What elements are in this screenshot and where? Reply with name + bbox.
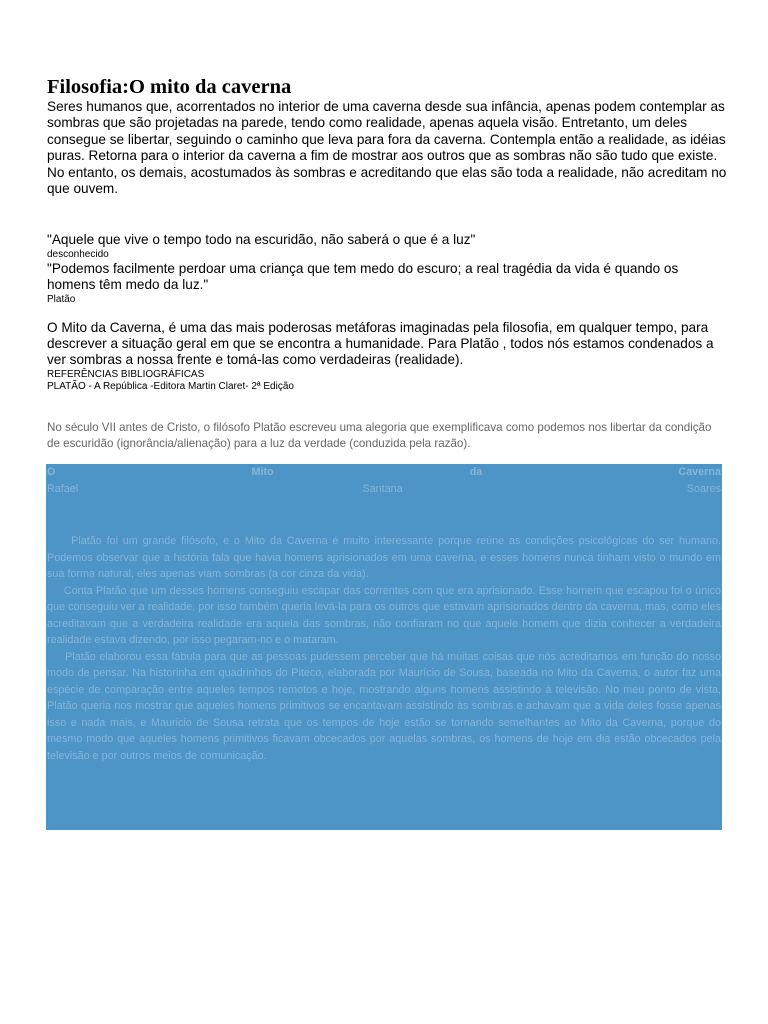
essay-author [46, 481, 722, 498]
essay-author-word: Rafael [47, 482, 79, 495]
essay-title [46, 464, 722, 481]
essay-title-word: Caverna [678, 466, 721, 478]
article [47, 75, 727, 453]
essay-title-word: da [469, 466, 483, 478]
reference-item: PLATÃO - A República -Editora Martin Claret- 2ª Edição [47, 380, 294, 392]
essay-title-word: O [47, 466, 56, 478]
essay-author-word: Soares [686, 482, 721, 495]
essay-box [46, 464, 722, 830]
summary-paragraph: No século VII antes de Cristo, o filósofo Platão escreveu uma alegoria que exemplificava como podemos nos libertar da condição de escuridão (ignorância/alienação) para a luz da verdade (conduzida pela razão). [47, 420, 712, 451]
essay-paragraph-3: Platão elaborou essa fábula para que as pessoas pudessem perceber que há muitas coisas que nós acreditamos em função do nosso modo de pensar. Na historinha em quadrinhos do Piteco, elaborada por Maurício de Sousa, baseada no Mito da Caverna, o autor faz uma espécie de comparação entre aqueles tempos remotos e hoje, mostrando alguns homens assistindo à televisão. No meu ponto de vista, Platão queria nos mostrar que aqueles homens primitivos se encantavam assistindo às sombras e achavam que a vida deles fosse apenas isso e nada mais, e Mauricio de Sousa retrata que os tempos de hoje estão se tornando semelhantes ao Mito da Caverna, porque do mesmo modo que aqueles homens primitivos ficavam obcecados por aquelas sombras, os homens de hoje em dia estão obcecados pela televisão e por outros meios de comunicação. [47, 650, 722, 762]
metaphor-paragraph: O Mito da Caverna, é uma das mais poderosas metáforas imaginadas pela filosofia, em qualquer tempo, para descrever a situação geral em que se encontra a humanidade. Para Platão , todos nós estamos condenados a ver sombras a nossa frente e tomá-las como verdadeiras (realidade). [47, 319, 714, 368]
article-title: Filosofia:O mito da caverna [47, 76, 292, 98]
references-heading: REFERÊNCIAS BIBLIOGRÁFICAS [47, 368, 205, 380]
essay-author-word: Santana [362, 482, 403, 495]
quote-1-author: desconhecido [47, 248, 109, 260]
quote-1: "Aquele que vive o tempo todo na escuridão, não saberá o que é a luz" [47, 232, 476, 248]
intro-paragraph: Seres humanos que, acorrentados no interior de uma caverna desde sua infância, apenas podem contemplar as sombras que são projetadas na parede, tendo como realidade, apenas aquela visão. Entretanto, um deles consegue se libertar, seguindo o caminho que leva para fora da caverna. Contempla então a realidade, as idéias puras. Retorna para o interior da caverna a fim de mostrar aos outros que as sombras não são tudo que existe. No entanto, os demais, acostumados às sombras e acreditando que elas são toda a realidade, não acreditam no que ouvem. [47, 99, 727, 197]
essay-paragraph-2: Conta Platão que um desses homens conseguiu escapar das correntes com que era aprisionado. Esse homem que escapou foi o único que conseguiu ver a realidade, por isso também queria levá-la para os outros que estavam aprisionados dentro da caverna, mas, como eles acreditavam que a verdadeira realidade era aquela das sombras, não confiaram no que aquele homem que dizia conhecer a verdadeira realidade estava dizendo, por isso pegaram-no e o mataram. [47, 584, 721, 646]
essay-body [46, 533, 722, 764]
quote-2: "Podemos facilmente perdoar uma criança que tem medo do escuro; a real tragédia da vida é quando os homens têm medo da luz." [47, 260, 679, 293]
essay-paragraph-1: Platão foi um grande filósofo, e o Mito da Caverna é muito interessante porque reúne as condições psicológicas do ser humano. Podemos observar que a história fala que havia homens aprisionados em uma caverna, e esses homens nunca tinham visto o mundo em sua forma natural, eles apenas viam sombras (a cor cinza da vida). [47, 535, 721, 580]
quote-2-author: Platão [47, 293, 76, 305]
essay-title-word: Mito [251, 466, 274, 478]
